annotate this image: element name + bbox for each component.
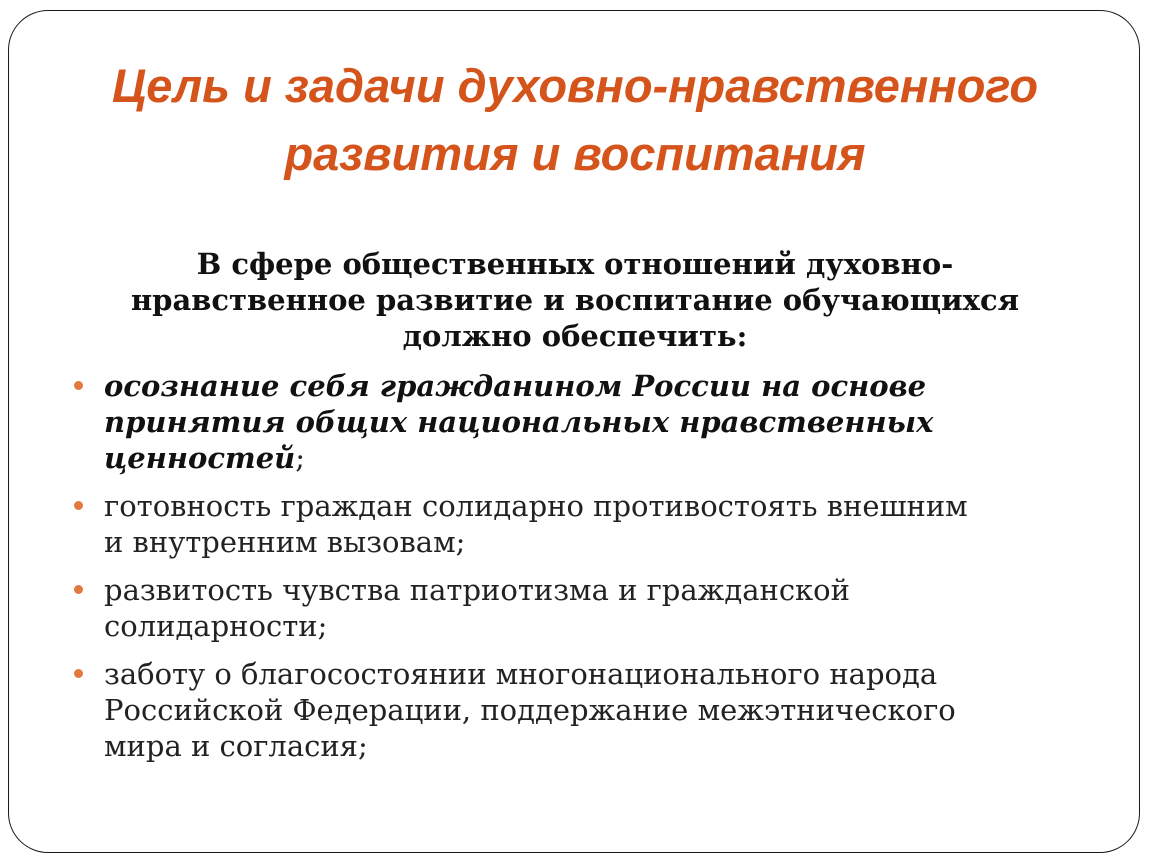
list-item	[70, 656, 1130, 764]
item-4-line-3: мира и согласия;	[104, 729, 368, 763]
item-1-emph-word: ценностей	[104, 441, 296, 475]
list-item	[70, 488, 1130, 560]
item-3-line-2: солидарности;	[104, 609, 328, 643]
item-1-punct: ;	[295, 441, 306, 475]
item-4-line-1: заботу о благосостоянии многонационального народа	[104, 657, 938, 691]
item-2-line-1: готовность граждан солидарно противостоять внешним	[104, 489, 968, 523]
item-2-line-2: и внутренним вызовам;	[104, 525, 466, 559]
slide-title	[0, 52, 1150, 188]
intro-line-2: нравственное развитие и воспитание обучающихся	[130, 283, 1020, 317]
bullet-icon	[74, 585, 83, 594]
intro-paragraph	[60, 246, 1090, 354]
intro-line-3: должно обеспечить:	[402, 319, 748, 353]
item-1-line-3	[104, 440, 1130, 476]
bullet-icon	[74, 381, 83, 390]
item-1-line-2: принятия общих национальных нравственных	[104, 405, 934, 439]
bullet-icon	[74, 669, 83, 678]
bullet-icon	[74, 501, 83, 510]
title-line-2: развития и воспитания	[284, 127, 866, 180]
item-4-line-2: Российской Федерации, поддержание межэтнического	[104, 693, 956, 727]
list-item	[70, 572, 1130, 644]
goals-list	[70, 368, 1130, 776]
item-3-line-1: развитость чувства патриотизма и гражданской	[104, 573, 850, 607]
intro-line-1: В сфере общественных отношений духовно-	[196, 247, 954, 281]
list-item	[70, 368, 1130, 476]
title-line-1: Цель и задачи духовно-нравственного	[111, 59, 1039, 112]
item-1-line-1: осознание себя гражданином России на основе	[104, 369, 927, 403]
